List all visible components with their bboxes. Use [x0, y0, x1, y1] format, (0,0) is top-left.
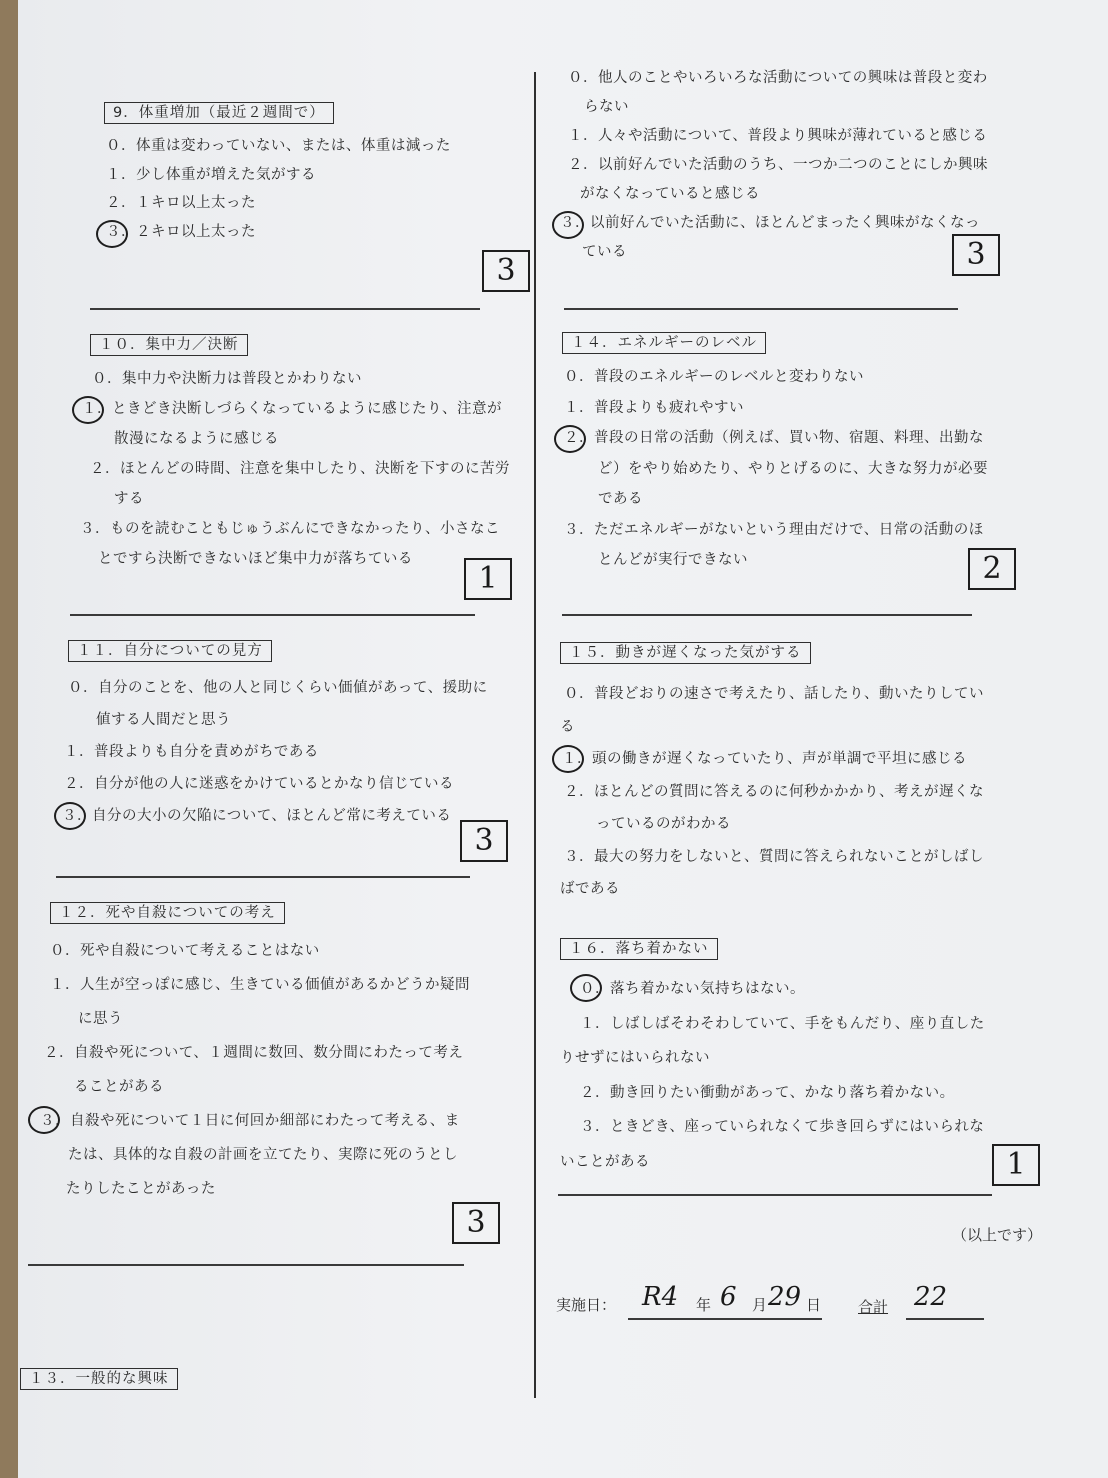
q11-score-box: 3 [460, 820, 508, 862]
q9-score-box: 3 [482, 250, 530, 292]
q13-title-block [20, 1364, 178, 1394]
q12-option-3-cont-2: たりしたことがあった [66, 1181, 216, 1197]
q15-option-0: ０．普段どおりの速さで考えたり、話したり、動いたりしてい [564, 686, 984, 702]
total-value: 22 [914, 1282, 948, 1312]
q9-separator [90, 308, 480, 310]
date-month-value: 6 [720, 1282, 737, 1312]
q16-option-1: １．しばしばそわそわしていて、手をもんだり、座り直した [580, 1015, 985, 1032]
q10-option-2: ２．ほとんどの時間、注意を集中したり、決断を下すのに苦労 [90, 461, 510, 477]
q14-block [562, 328, 988, 576]
questionnaire-page [18, 0, 1108, 1478]
q10-option-2-cont: する [114, 491, 144, 507]
q15-option-1: １．頭の働きが遅くなっていたり、声が単調で平坦に感じる [560, 743, 984, 776]
q16-option-3-cont: いことがある [560, 1153, 650, 1170]
q10-option-1-cont: 散漫になるように感じる [114, 431, 279, 447]
q15-option-2-cont: っているのがわかる [596, 816, 731, 832]
q14-title: １４．エネルギーのレベル [562, 332, 766, 354]
q15-title: １５．動きが遅くなった気がする [560, 642, 811, 664]
q15-option-3: ３．最大の努力をしないと、質問に答えられないことがしばし [564, 848, 984, 865]
month-label: 月 [752, 1296, 768, 1314]
q11-title: １１．自分についての見方 [68, 640, 272, 662]
year-label: 年 [696, 1296, 712, 1314]
end-note: （以上です） [952, 1226, 1043, 1244]
q10-option-3-cont: とですら決断できないほど集中力が落ちている [98, 551, 413, 567]
q13-title: １３．一般的な興味 [20, 1368, 178, 1390]
completion-row [556, 1282, 986, 1322]
q10-score-box: 1 [464, 558, 512, 600]
q12-option-3-cont-1: たは、具体的な自殺の計画を立てたり、実際に死のうとし [68, 1147, 458, 1163]
q10-separator [70, 614, 475, 616]
q14-separator [562, 614, 972, 616]
q12-block [40, 898, 470, 1206]
q10-title: １０．集中力／決断 [90, 334, 248, 356]
q9-title: 9．体重増加（最近２週間で） [104, 102, 334, 124]
q9-option-3: ３．２キロ以上太った [104, 218, 451, 247]
q16-separator [558, 1194, 992, 1196]
q13-option-1: １．人々や活動について、普段より興味が薄れていると感じる [568, 128, 988, 144]
answer-circle [570, 974, 602, 1002]
q15-option-2: ２．ほとんどの質問に答えるのに何秒かかかり、考えが遅くな [564, 783, 984, 800]
q13-option-3-cont: ている [582, 244, 627, 260]
q14-option-3: ３．ただエネルギーがないという理由だけで、日常の活動のほ [564, 521, 984, 538]
date-era-value: R4 [642, 1282, 679, 1312]
q15-option-3-cont: ばである [560, 881, 620, 897]
answer-circle [54, 802, 86, 830]
q12-option-3: ３．自殺や死について１日に何回か細部にわたって考える、ま [36, 1104, 470, 1138]
q10-option-1: １．ときどき決断しづらくなっているように感じたり、注意が [80, 394, 510, 424]
q13-option-2-cont: がなくなっていると感じる [580, 186, 760, 202]
q13-option-0-cont: らない [584, 99, 629, 115]
date-underline [628, 1318, 822, 1320]
q10-block [80, 330, 510, 574]
q12-option-1-cont: に思う [78, 1011, 123, 1027]
date-label: 実施日： [556, 1296, 617, 1314]
q14-score-box: 2 [968, 548, 1016, 590]
q12-title: １２．死や自殺についての考え [50, 902, 285, 924]
q14-option-1: １．普段よりも疲れやすい [564, 399, 744, 416]
q9-option-0: ０．体重は変わっていない、または、体重は減った [106, 138, 451, 154]
answer-circle [96, 220, 128, 248]
q13-score-box: 3 [952, 234, 1000, 276]
q10-option-3: ３．ものを読むこともじゅうぶんにできなかったり、小さなこ [80, 521, 500, 537]
answer-circle [28, 1106, 60, 1134]
q14-option-2: ２．普段の日常の活動（例えば、買い物、宿題、料理、出勤な [562, 423, 988, 454]
q16-option-1-cont: りせずにはいられない [560, 1050, 710, 1066]
column-divider [534, 72, 536, 1398]
q11-option-0-cont: 値する人間だと思う [96, 712, 231, 728]
q16-score-box: 1 [992, 1144, 1040, 1186]
q15-option-0-cont: る [560, 718, 575, 735]
total-label: 合計 [858, 1298, 889, 1316]
q11-option-1: １．普段よりも自分を責めがちである [64, 744, 319, 760]
q9-block [104, 98, 451, 246]
q13-option-0: ０．他人のことやいろいろな活動についての興味は普段と変わ [568, 70, 988, 86]
answer-circle [552, 211, 584, 239]
q12-option-2-cont: ることがある [74, 1079, 164, 1095]
q11-option-2: ２．自分が他の人に迷惑をかけているとかなり信じている [64, 776, 454, 792]
q16-title: １６．落ち着かない [560, 938, 718, 960]
q13-option-3: ３．以前好んでいた活動に、ほとんどまったく興味がなくなっ [560, 209, 988, 238]
q13-option-2: ２．以前好んでいた活動のうち、一つか二つのことにしか興味 [568, 157, 988, 173]
date-day-value: 29 [768, 1282, 802, 1312]
q14-option-2-cont-1: ど）をやり始めたり、やりとげるのに、大きな努力が必要 [598, 460, 988, 477]
q16-option-0: ０．落ち着かない気持ちはない。 [560, 972, 985, 1007]
day-label: 日 [806, 1296, 822, 1314]
q9-option-1: １．少し体重が増えた気がする [106, 166, 316, 183]
q11-separator [56, 876, 470, 878]
q12-separator [28, 1264, 464, 1266]
q14-option-3-cont: とんどが実行できない [598, 552, 748, 568]
q13-block [560, 64, 988, 267]
q14-option-0: ０．普段のエネルギーのレベルと変わりない [564, 369, 864, 385]
q11-block [62, 636, 488, 832]
q16-option-3: ３．ときどき、座っていられなくて歩き回らずにはいられな [580, 1119, 985, 1135]
answer-circle [552, 745, 584, 773]
q12-option-2: ２．自殺や死について、１週間に数回、数分間にわたって考え [44, 1045, 464, 1061]
q11-option-0: ０．自分のことを、他の人と同じくらい価値があって、援助に [68, 680, 488, 696]
q12-option-0: ０．死や自殺について考えることはない [50, 943, 320, 959]
q15-block [560, 638, 984, 906]
q11-option-3: ３．自分の大小の欠陥について、ほとんど常に考えている [62, 800, 488, 832]
total-underline [906, 1318, 984, 1320]
q16-option-2: ２．動き回りたい衝動があって、かなり落ち着かない。 [580, 1084, 955, 1101]
answer-circle [554, 425, 586, 453]
q13-separator [564, 308, 958, 310]
q12-score-box: 3 [452, 1202, 500, 1244]
q16-block [560, 934, 985, 1179]
q9-option-2: ２．１キロ以上太った [106, 195, 256, 211]
q14-option-2-cont-2: である [598, 491, 643, 507]
q12-option-1: １．人生が空っぽに感じ、生きている価値があるかどうか疑問 [50, 977, 470, 993]
q10-option-0: ０．集中力や決断力は普段とかわりない [92, 371, 362, 387]
answer-circle [72, 396, 104, 424]
